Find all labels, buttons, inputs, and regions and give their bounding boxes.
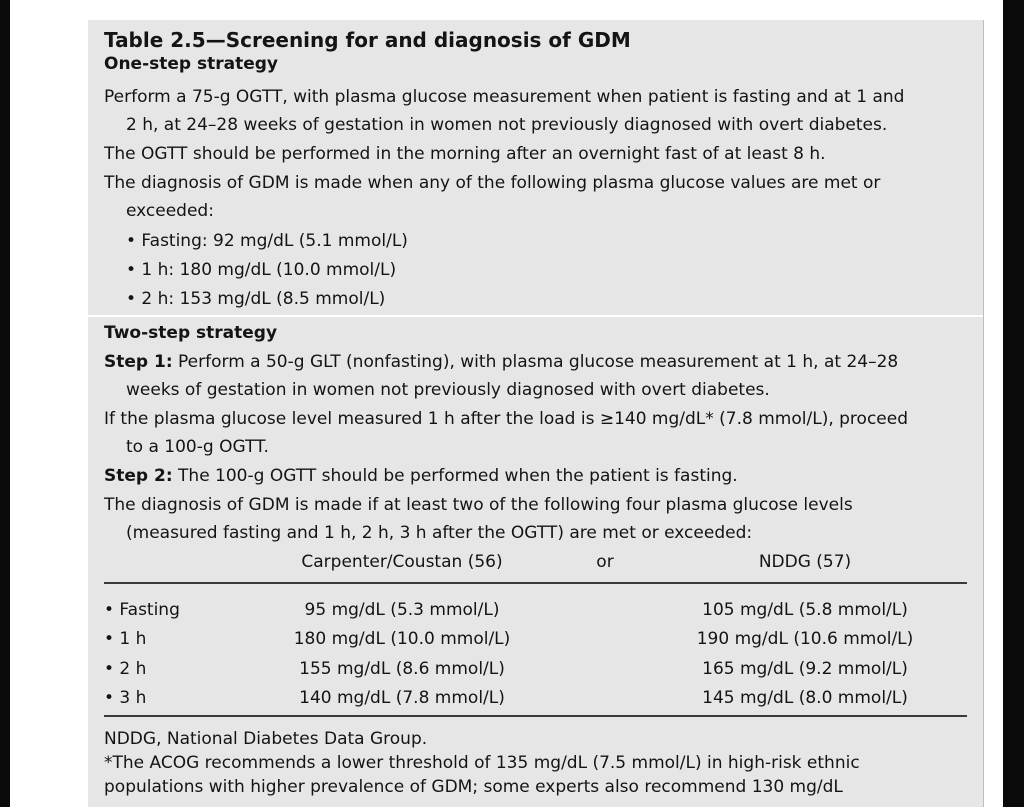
threshold-line-1: If the plasma glucose level measured 1 h after the load is ≥140 mg/dL* (7.8 mmol/L), proceed — [104, 409, 908, 429]
table-title: Table 2.5—Screening for and diagnosis of GDM — [104, 28, 631, 52]
step-2-label: Step 2: — [104, 466, 173, 486]
one-step-paragraph-1-line-2: 2 h, at 24–28 weeks of gestation in women not previously diagnosed with overt diabetes. — [126, 115, 888, 135]
row-fasting-label: • Fasting — [104, 600, 180, 620]
right-frame-border — [1003, 0, 1024, 807]
criterion-fasting: • Fasting: 92 mg/dL (5.1 mmol/L) — [126, 231, 408, 251]
diagnosis-line-2: (measured fasting and 1 h, 2 h, 3 h after the OGTT) are met or exceeded: — [126, 523, 753, 543]
one-step-paragraph-3-line-2: exceeded: — [126, 201, 214, 221]
col-header-or: or — [596, 552, 614, 572]
row-2h-nddg: 165 mg/dL (9.2 mmol/L) — [702, 659, 908, 679]
row-fasting-carpenter: 95 mg/dL (5.3 mmol/L) — [304, 600, 500, 620]
table-bottom-rule — [104, 715, 967, 717]
two-step-heading: Two-step strategy — [104, 323, 278, 343]
one-step-paragraph-1-line-1: Perform a 75-g OGTT, with plasma glucose measurement when patient is fasting and at 1 and — [104, 87, 905, 107]
row-1h-label: • 1 h — [104, 629, 147, 649]
col-header-nddg: NDDG (57) — [758, 552, 852, 572]
step-1-text: Perform a 50-g GLT (nonfasting), with plasma glucose measurement at 1 h, at 24–28 — [172, 352, 899, 372]
step-2-line — [104, 465, 738, 487]
footnote-acog-line-1: *The ACOG recommends a lower threshold of 135 mg/dL (7.5 mmol/L) in high-risk ethnic — [104, 753, 860, 773]
left-frame-border — [0, 0, 10, 807]
row-fasting-nddg: 105 mg/dL (5.8 mmol/L) — [702, 600, 908, 620]
step-1-line-2: weeks of gestation in women not previously diagnosed with overt diabetes. — [126, 380, 770, 400]
criterion-2h: • 2 h: 153 mg/dL (8.5 mmol/L) — [126, 289, 386, 309]
row-3h-nddg: 145 mg/dL (8.0 mmol/L) — [702, 688, 908, 708]
row-3h-label: • 3 h — [104, 688, 147, 708]
table-top-rule — [104, 582, 967, 584]
criterion-1h: • 1 h: 180 mg/dL (10.0 mmol/L) — [126, 260, 397, 280]
row-1h-nddg: 190 mg/dL (10.6 mmol/L) — [696, 629, 914, 649]
row-3h-carpenter: 140 mg/dL (7.8 mmol/L) — [299, 688, 505, 708]
footnote-nddg: NDDG, National Diabetes Data Group. — [104, 729, 428, 749]
diagnosis-line-1: The diagnosis of GDM is made if at least two of the following four plasma glucose levels — [104, 495, 853, 515]
one-step-heading: One-step strategy — [104, 54, 279, 74]
step-1-label: Step 1: — [104, 352, 173, 372]
row-2h-carpenter: 155 mg/dL (8.6 mmol/L) — [299, 659, 505, 679]
col-header-carpenter-coustan: Carpenter/Coustan (56) — [301, 552, 503, 572]
row-1h-carpenter: 180 mg/dL (10.0 mmol/L) — [293, 629, 511, 649]
threshold-line-2: to a 100-g OGTT. — [126, 437, 269, 457]
footnote-acog-line-2: populations with higher prevalence of GDM; some experts also recommend 130 mg/dL — [104, 777, 843, 797]
row-2h-label: • 2 h — [104, 659, 147, 679]
one-step-paragraph-2: The OGTT should be performed in the morning after an overnight fast of at least 8 h. — [104, 144, 826, 164]
one-step-paragraph-3-line-1: The diagnosis of GDM is made when any of the following plasma glucose values are met or — [104, 173, 881, 193]
panel-edge-line — [983, 20, 984, 807]
step-1-line-1 — [104, 351, 898, 373]
step-2-text: The 100-g OGTT should be performed when the patient is fasting. — [172, 466, 738, 486]
